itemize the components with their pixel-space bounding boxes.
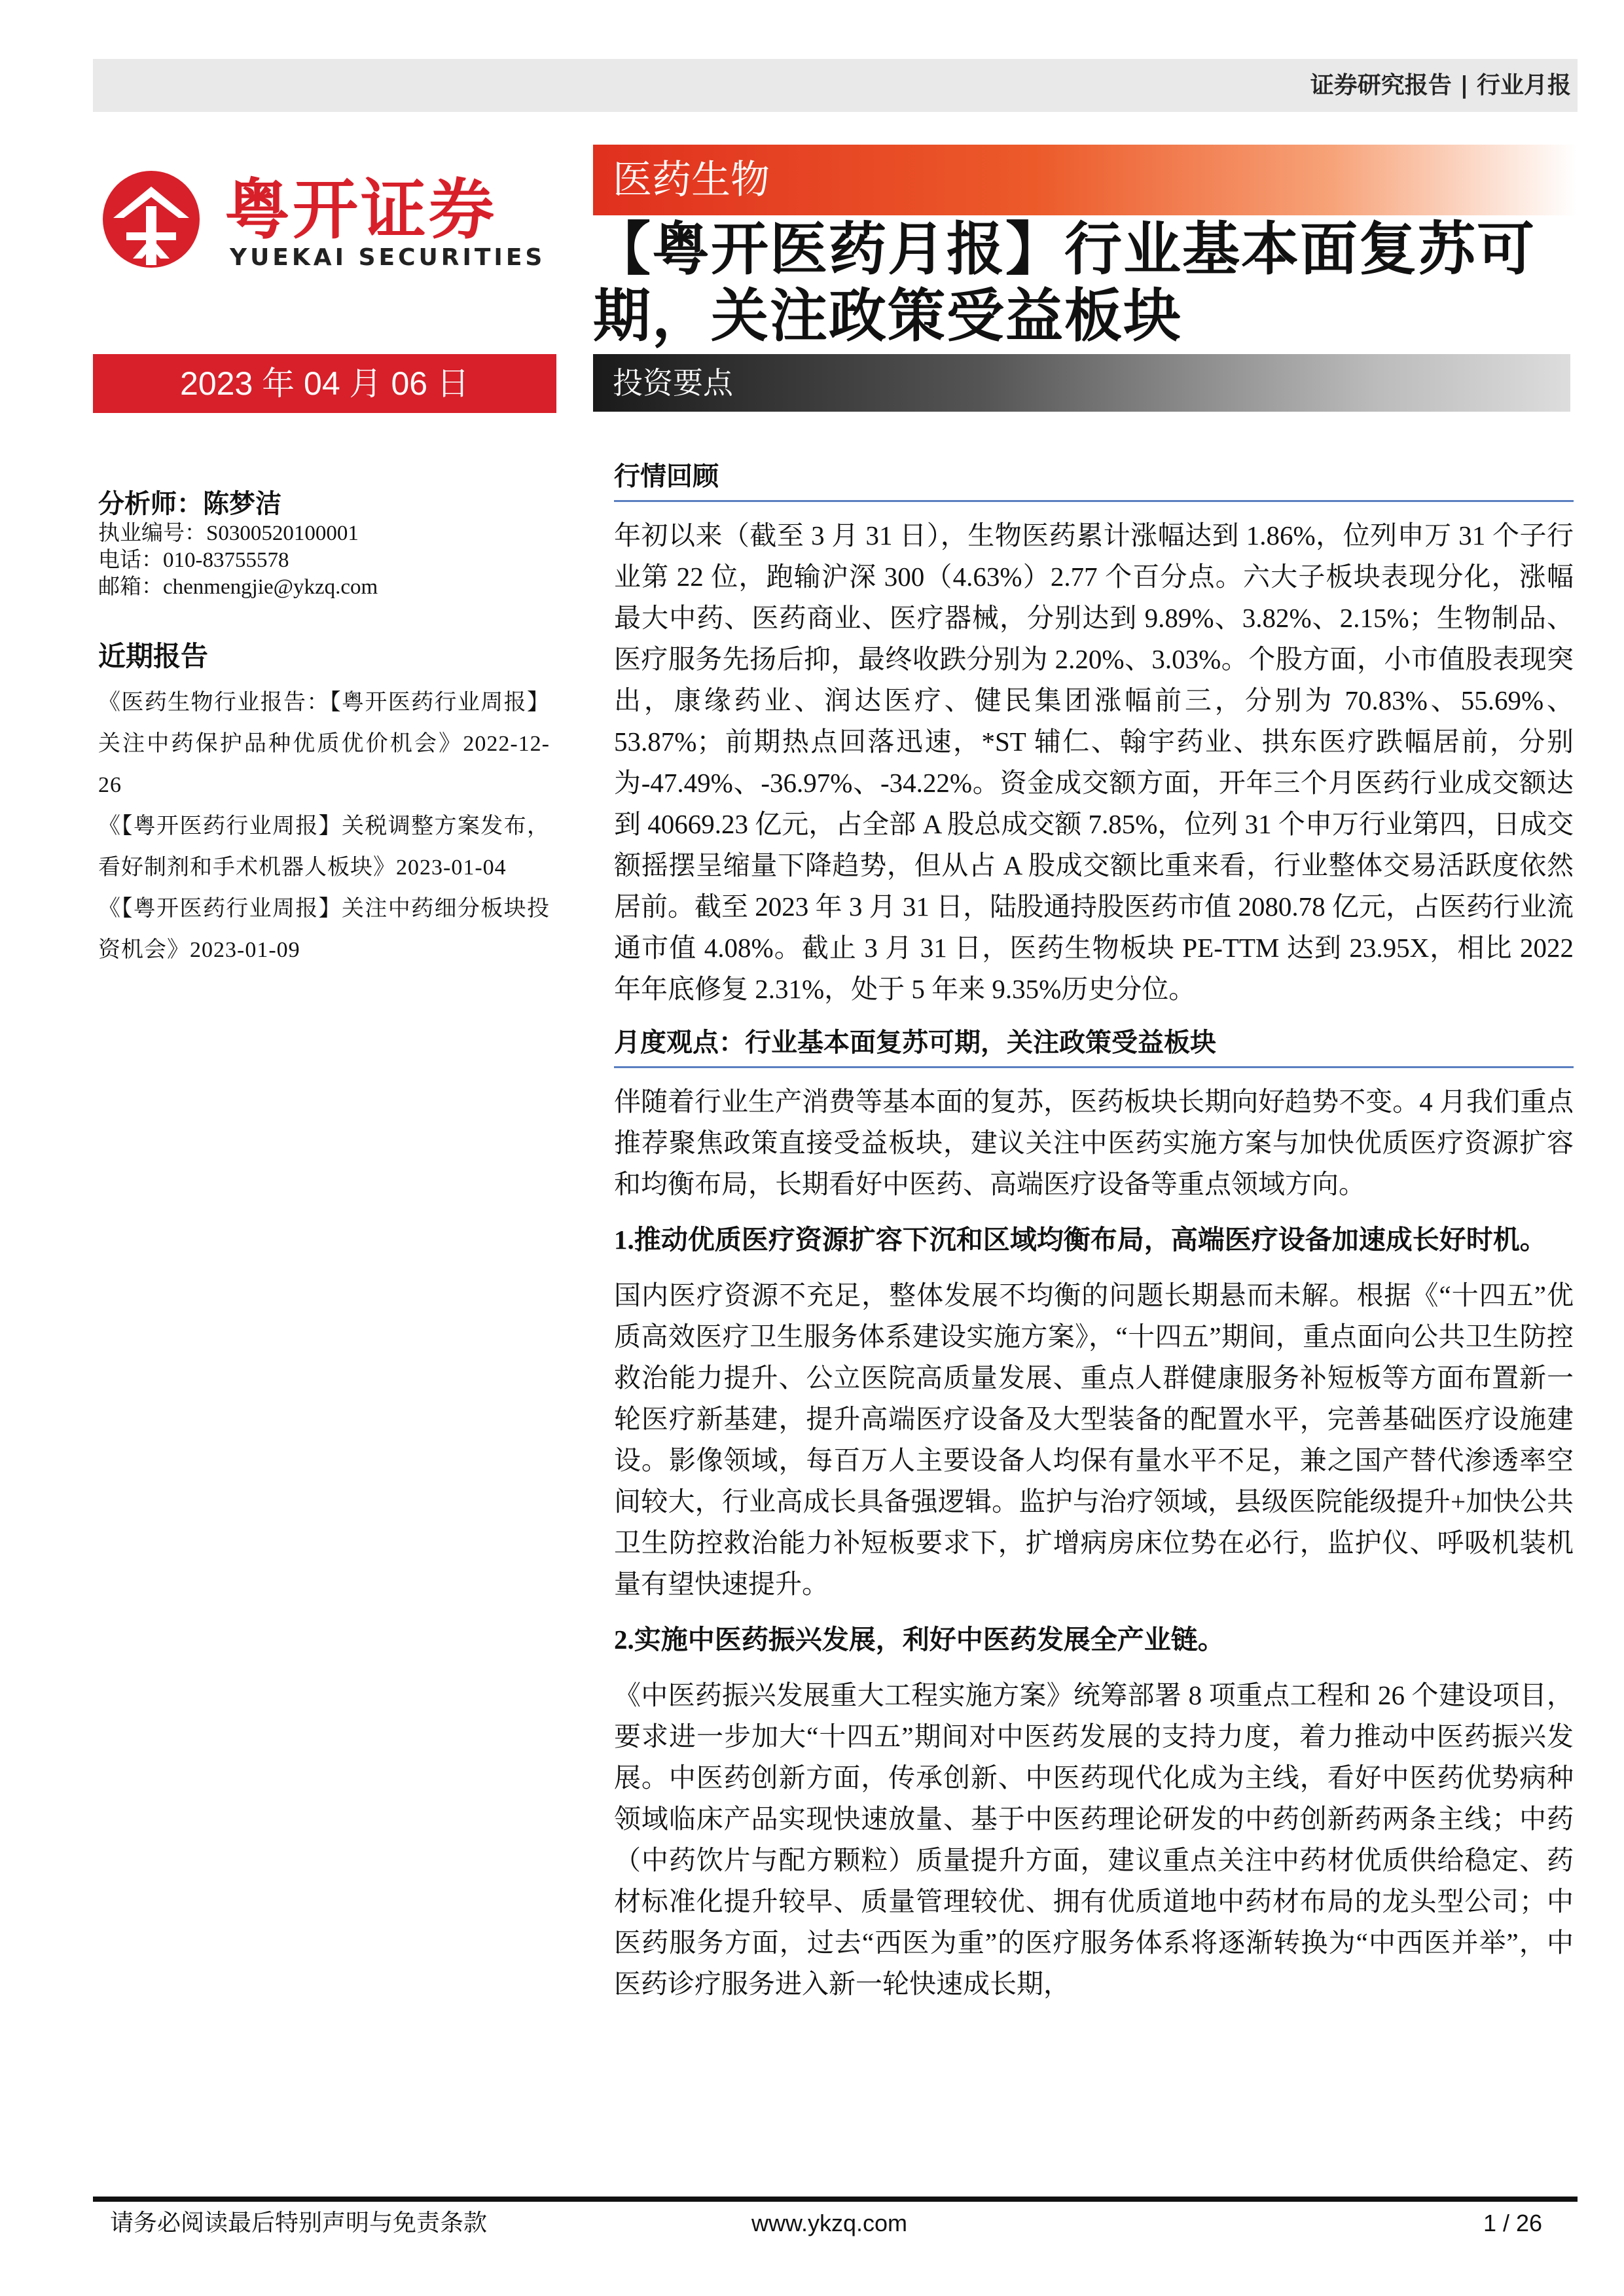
svg-text:YUEKAI SECURITIES: YUEKAI SECURITIES xyxy=(230,244,546,271)
paragraph: 伴随着行业生产消费等基本面的复苏，医药板块长期向好趋势不变。4 月我们重点推荐聚焦政策直接受益板块，建议关注中医药实施方案与加快优质医疗资源扩容和均衡布局，长期看好中医药、高端医疗设备等重点领域方向。 xyxy=(614,1086,1574,1199)
section-heading-monthly-view: 月度观点：行业基本面复苏可期，关注政策受益板块 xyxy=(614,1024,1574,1068)
recent-report-link[interactable]: 《【粤开医药行业周报】关税调整方案发布，看好制剂和手术机器人板块》2023-01-04 xyxy=(98,814,550,880)
analyst-name: 分析师：陈梦洁 xyxy=(98,489,281,519)
report-date: 2023 年 04 月 06 日 xyxy=(93,354,556,413)
svg-text:粤开证券: 粤开证券 xyxy=(225,171,497,248)
subheading: 1.推动优质医疗资源扩容下沉和区域均衡布局，高端医疗设备加速成长好时机。 xyxy=(614,1225,1547,1255)
analyst-phone: 电话：010-83755578 xyxy=(98,548,289,572)
footer-disclaimer: 请务必阅读最后特别声明与免责条款 xyxy=(110,2210,488,2236)
key-points-bar: 投资要点 xyxy=(593,354,1570,412)
paragraph: 《中医药振兴发展重大工程实施方案》统筹部署 8 项重点工程和 26 个建设项目，要求进一步加大“十四五”期间对中医药发展的支持力度，着力推动中医药振兴发展。中医药创新方面，传承创新、中医药现代化成为主线，看好中医药优势病种领域临床产品实现快速放量、基于中医药理论研发的中药创新药两条主线；中药（中药饮片与配方颗粒）质量提升方面，建议重点关注中药材优质供给稳定、药材标准化提升较早、质量管理较优、拥有优质道地中药材布局的龙头型公司；中医药服务方面，过去“西医为重”的医疗服务体系将逐渐转换为“中西医并举”，中医药诊疗服务进入新一轮快速成长期， xyxy=(614,1680,1574,1999)
recent-reports-heading: 近期报告 xyxy=(98,640,209,672)
paragraph: 年初以来（截至 3 月 31 日），生物医药累计涨幅达到 1.86%，位列申万 31 个子行业第 22 位，跑输沪深 300（4.63%）2.77 个百分点。六大子板块表现分化，涨幅最大中药、医药商业、医疗器械，分别达到 9.89%、3.82%、2.15%；生物制品、医疗服务先扬后抑，最终收跌分别为 2.20%、3.03%。个股方面，小市值股表现突出，康缘药业、润达医疗、健民集团涨幅前三，分别为 70.83%、55.69%、53.87%；前期热点回落迅速，*ST 辅仁、翰宇药业、拱东医疗跌幅居前，分别为-47.49%、-36.97%、-34.22%。资金成交额方面，开年三个月医药行业成交额达到 40669.23 亿元，占全部 A 股总成交额 7.85%，位列 31 个申万行业第四，日成交额摇摆呈缩量下降趋势，但从占 A 股成交额比重来看，行业整体交易活跃度依然居前。截至 2023 年 3 月 31 日，陆股通持股医药市值 2080.78 亿元，占医药行业流通市值 4.08%。截止 3 月 31 日，医药生物板块 PE-TTM 达到 23.95X，相比 2022 年年底修复 2.31%，处于 5 年来 9.35%历史分位。 xyxy=(614,520,1574,1004)
report-type: 证券研究报告 | 行业月报 xyxy=(1310,72,1571,99)
footer-divider xyxy=(93,2197,1578,2202)
analyst-email[interactable]: 邮箱：chenmengjie@ykzq.com xyxy=(98,575,378,599)
company-logo xyxy=(100,167,552,275)
sidebar xyxy=(98,488,550,971)
main-content xyxy=(614,458,1574,2019)
report-title: 【粤开医药月报】行业基本面复苏可期，关注政策受益板块 xyxy=(593,215,1536,350)
analyst-license: 执业编号：S0300520100001 xyxy=(98,522,359,545)
page-number: 1 / 26 xyxy=(1483,2210,1543,2236)
sector-banner: 医药生物 xyxy=(593,145,1576,215)
logo-emblem-icon xyxy=(100,167,552,275)
section-heading-market-review: 行情回顾 xyxy=(614,458,1574,502)
recent-report-link[interactable]: 《【粤开医药行业周报】关注中药细分板块投资机会》2023-01-09 xyxy=(98,897,550,962)
paragraph: 国内医疗资源不充足，整体发展不均衡的问题长期悬而未解。根据《“十四五”优质高效医疗卫生服务体系建设实施方案》，“十四五”期间，重点面向公共卫生防控救治能力提升、公立医院高质量发展、重点人群健康服务补短板等方面布置新一轮医疗新基建，提升高端医疗设备及大型装备的配置水平，完善基础医疗设施建设。影像领域，每百万人主要设备人均保有量水平不足，兼之国产替代渗透率空间较大，行业高成长具备强逻辑。监护与治疗领域，县级医院能级提升+加快公共卫生防控救治能力补短板要求下，扩增病房床位势在必行，监护仪、呼吸机装机量有望快速提升。 xyxy=(614,1280,1574,1599)
report-type-bar xyxy=(93,59,1578,112)
subheading: 2.实施中医药振兴发展，利好中医药发展全产业链。 xyxy=(614,1624,1225,1655)
recent-report-link[interactable]: 《医药生物行业报告：【粤开医药行业周报】关注中药保护品种优质优价机会》2022-12-26 xyxy=(98,691,550,797)
footer-website[interactable]: www.ykzq.com xyxy=(751,2210,908,2236)
